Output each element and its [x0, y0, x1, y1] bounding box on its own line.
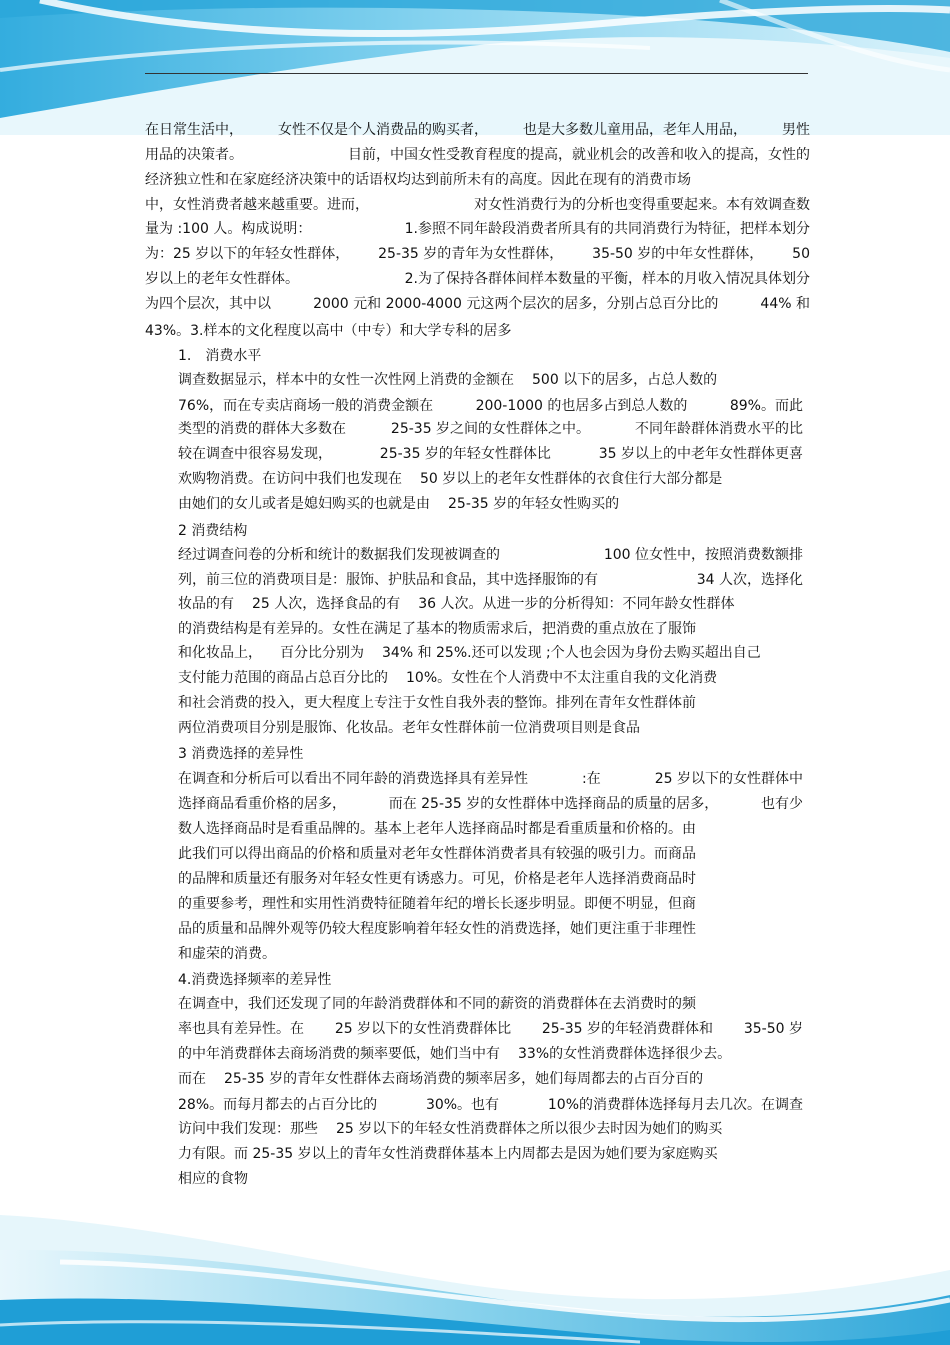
text-segment: 类型的消费的群体大多数在 [178, 421, 346, 437]
text-segment: 而在 [178, 1071, 206, 1087]
text-segment: 36 人次。从进一步的分析得知：不同年龄女性群体 [418, 596, 735, 612]
text-line [145, 221, 810, 237]
text-segment: 列，前三位的消费项目是：服饰、护肤品和食品，其中选择服饰的有 [178, 572, 598, 588]
text-line [178, 720, 640, 736]
text-segment: 支付能力范围的商品占总百分比的 [178, 670, 388, 686]
text-segment: 数人选择商品时是看重品牌的。基本上老年人选择商品时都是看重质量和价格的。由 [178, 821, 696, 837]
text-segment: 28%。而每月都去的占百分比的 [178, 1097, 378, 1113]
text-segment: 访问中我们发现：那些 [178, 1121, 318, 1137]
text-line [178, 871, 696, 887]
text-segment: 男性 [782, 122, 810, 138]
text-segment: 10%。女性在个人消费中不太注重自我的文化消费 [406, 670, 718, 686]
text-line [178, 946, 276, 962]
text-segment: 也是大多数儿童用品，老年人用品， [523, 122, 747, 138]
text-line [178, 421, 803, 437]
text-segment: 25-35 岁之间的女性群体之中。 [390, 421, 591, 437]
text-line [178, 496, 637, 512]
text-line [178, 547, 803, 563]
text-segment: 妆品的有 [178, 596, 234, 612]
text-segment: 43%。3.样本的文化程度以高中（中专）和大学专科的居多 [145, 323, 512, 339]
text-line [178, 1121, 740, 1137]
text-segment: 50 岁以上的老年女性群体的衣食住行大部分都是 [420, 471, 723, 487]
text-line [178, 996, 696, 1012]
text-segment: 在日常生活中， [145, 122, 243, 138]
text-line [145, 122, 810, 138]
text-line [178, 1021, 803, 1037]
text-line [178, 1146, 718, 1162]
text-segment: 500 以下的居多，占总人数的 [532, 372, 718, 388]
text-segment: 率也具有差异性。在 [178, 1021, 304, 1037]
section-heading: 1. 消费水平 [178, 348, 262, 364]
text-segment: 较在调查中很容易发现， [178, 446, 332, 462]
text-line [145, 271, 810, 287]
text-segment: 在调查和分析后可以看出不同年龄的消费选择具有差异性 [178, 771, 528, 787]
text-segment: 25-35 岁的年轻女性购买的 [448, 496, 620, 512]
text-segment: 为四个层次，其中以 [145, 296, 271, 312]
text-segment: 89%。而此 [729, 398, 803, 414]
text-line [178, 846, 696, 862]
text-segment: 目前，中国女性受教育程度的提高，就业机会的改善和收入的提高，女性的 [348, 147, 810, 163]
text-line [178, 821, 696, 837]
text-segment: 在调查中，我们还发现了同的年龄消费群体和不同的薪资的消费群体在去消费时的频 [178, 996, 696, 1012]
text-segment: 为：25 岁以下的年轻女性群体， [145, 246, 350, 262]
text-segment: 女性不仅是个人消费品的购买者， [278, 122, 488, 138]
text-segment: 而在 25-35 岁的女性群体中选择商品的质量的居多， [388, 796, 719, 812]
text-segment: 百分比分别为 [280, 645, 364, 661]
text-segment: 的品牌和质量还有服务对年轻女性更有诱惑力。可见，价格是老年人选择消费商品时 [178, 871, 696, 887]
text-segment: 76%，而在专卖店商场一般的消费金额在 [178, 398, 434, 414]
text-segment: 力有限。而 25-35 岁以上的青年女性消费群体基本上内周都去是因为她们要为家庭购买 [178, 1146, 718, 1162]
text-segment: 经济独立性和在家庭经济决策中的话语权均达到前所未有的高度。因此在现有的消费市场 [145, 172, 691, 188]
text-segment: 两位消费项目分别是服饰、化妆品。老年女性群体前一位消费项目则是食品 [178, 720, 640, 736]
text-segment: 33%的女性消费群体选择很少去。 [518, 1046, 732, 1062]
text-line [145, 323, 810, 339]
text-line [178, 921, 696, 937]
text-segment: 的消费结构是有差异的。女性在满足了基本的物质需求后，把消费的重点放在了服饰 [178, 621, 696, 637]
text-segment: 25 岁以下的女性消费群体比 [334, 1021, 512, 1037]
text-segment: 欢购物消费。在访问中我们也发现在 [178, 471, 402, 487]
text-segment: 50 [792, 246, 810, 262]
text-segment: 35-50 岁的中年女性群体， [592, 246, 764, 262]
text-segment: 和化妆品上， [178, 645, 262, 661]
text-segment: 的重要参考，理性和实用性消费特征随着年纪的增长长逐步明显。即便不明显，但商 [178, 896, 696, 912]
text-line [178, 1071, 721, 1087]
text-segment: 44% 和 [760, 296, 810, 312]
text-segment: 200-1000 的也居多占到总人数的 [475, 398, 688, 414]
text-line [145, 296, 810, 312]
text-segment: 10%的消费群体选择每月去几次。在调查 [547, 1097, 803, 1113]
text-line [178, 1097, 803, 1113]
text-line [178, 1171, 248, 1187]
text-segment: 品的质量和品牌外观等仍较大程度影响着年轻女性的消费选择，她们更注重于非理性 [178, 921, 696, 937]
text-line [178, 771, 803, 787]
text-segment: 和虚荣的消费。 [178, 946, 276, 962]
text-line [178, 896, 696, 912]
text-segment: 用品的决策者。 [145, 147, 243, 163]
text-segment: 34% 和 25%.还可以发现 ;个人也会因为身份去购买超出自己 [382, 645, 761, 661]
text-segment: 对女性消费行为的分析也变得重要起来。本有效调查数 [474, 197, 810, 213]
text-segment: 的中年消费群体去商场消费的频率要低，她们当中有 [178, 1046, 500, 1062]
section-heading: 4.消费选择频率的差异性 [178, 972, 332, 988]
text-line [145, 197, 810, 213]
text-segment: 中，女性消费者越来越重要。进而， [145, 197, 369, 213]
text-segment: 选择商品看重价格的居多， [178, 796, 346, 812]
text-segment: 25 人次，选择食品的有 [252, 596, 401, 612]
text-segment: 25 岁以下的年轻女性消费群体之所以很少去时因为她们的购买 [336, 1121, 723, 1137]
text-segment: 25-35 岁的年轻女性群体比 [379, 446, 551, 462]
text-line [178, 446, 803, 462]
text-segment: 相应的食物 [178, 1171, 248, 1187]
text-segment: 2.为了保持各群体间样本数量的平衡，样本的月收入情况具体划分 [404, 271, 810, 287]
section-heading: 3 消费选择的差异性 [178, 746, 304, 762]
header-rule [145, 73, 808, 74]
text-segment: 经过调查问卷的分析和统计的数据我们发现被调查的 [178, 547, 500, 563]
text-segment: 25-35 岁的青年女性群体去商场消费的频率居多，她们每周都去的占百分百的 [224, 1071, 704, 1087]
text-segment: 35-50 岁 [743, 1021, 803, 1037]
text-segment: 35 岁以上的中老年女性群体更喜 [598, 446, 803, 462]
text-line [178, 596, 753, 612]
text-segment: 此我们可以得出商品的价格和质量对老年女性群体消费者具有较强的吸引力。而商品 [178, 846, 696, 862]
text-line [178, 695, 696, 711]
text-line [145, 147, 810, 163]
text-segment: 不同年龄群体消费水平的比 [634, 421, 803, 437]
text-segment: 25 岁以下的女性群体中 [654, 771, 803, 787]
text-line [178, 645, 779, 661]
text-segment: :在 [582, 771, 601, 787]
text-segment: 34 人次，选择化 [696, 572, 803, 588]
text-line [178, 398, 803, 414]
text-line [145, 172, 810, 188]
text-segment: 岁以上的老年女性群体。 [145, 271, 299, 287]
text-line [178, 471, 740, 487]
text-segment: 1.参照不同年龄段消费者所具有的共同消费行为特征，把样本划分 [404, 221, 810, 237]
text-segment: 调查数据显示，样本中的女性一次性网上消费的金额在 [178, 372, 514, 388]
section-heading: 2 消费结构 [178, 523, 248, 539]
text-segment: 25-35 岁的年轻消费群体和 [541, 1021, 714, 1037]
text-segment: 25-35 岁的青年为女性群体， [378, 246, 564, 262]
text-line [178, 372, 735, 388]
text-segment: 100 位女性中，按照消费数额排 [603, 547, 803, 563]
text-segment: 和社会消费的投入，更大程度上专注于女性自我外表的整饰。排列在青年女性群体前 [178, 695, 696, 711]
text-line [178, 670, 735, 686]
text-line [178, 796, 803, 812]
text-segment: 也有少 [761, 796, 803, 812]
text-segment: 量为 :100 人。构成说明： [145, 221, 312, 237]
text-segment: 30%。也有 [425, 1097, 500, 1113]
text-segment: 由她们的女儿或者是媳妇购买的也就是由 [178, 496, 430, 512]
text-line [145, 246, 810, 262]
text-line [178, 1046, 749, 1062]
text-segment: 2000 元和 2000-4000 元这两个层次的居多，分别占总百分比的 [313, 296, 719, 312]
text-line [178, 621, 696, 637]
text-line [178, 572, 803, 588]
